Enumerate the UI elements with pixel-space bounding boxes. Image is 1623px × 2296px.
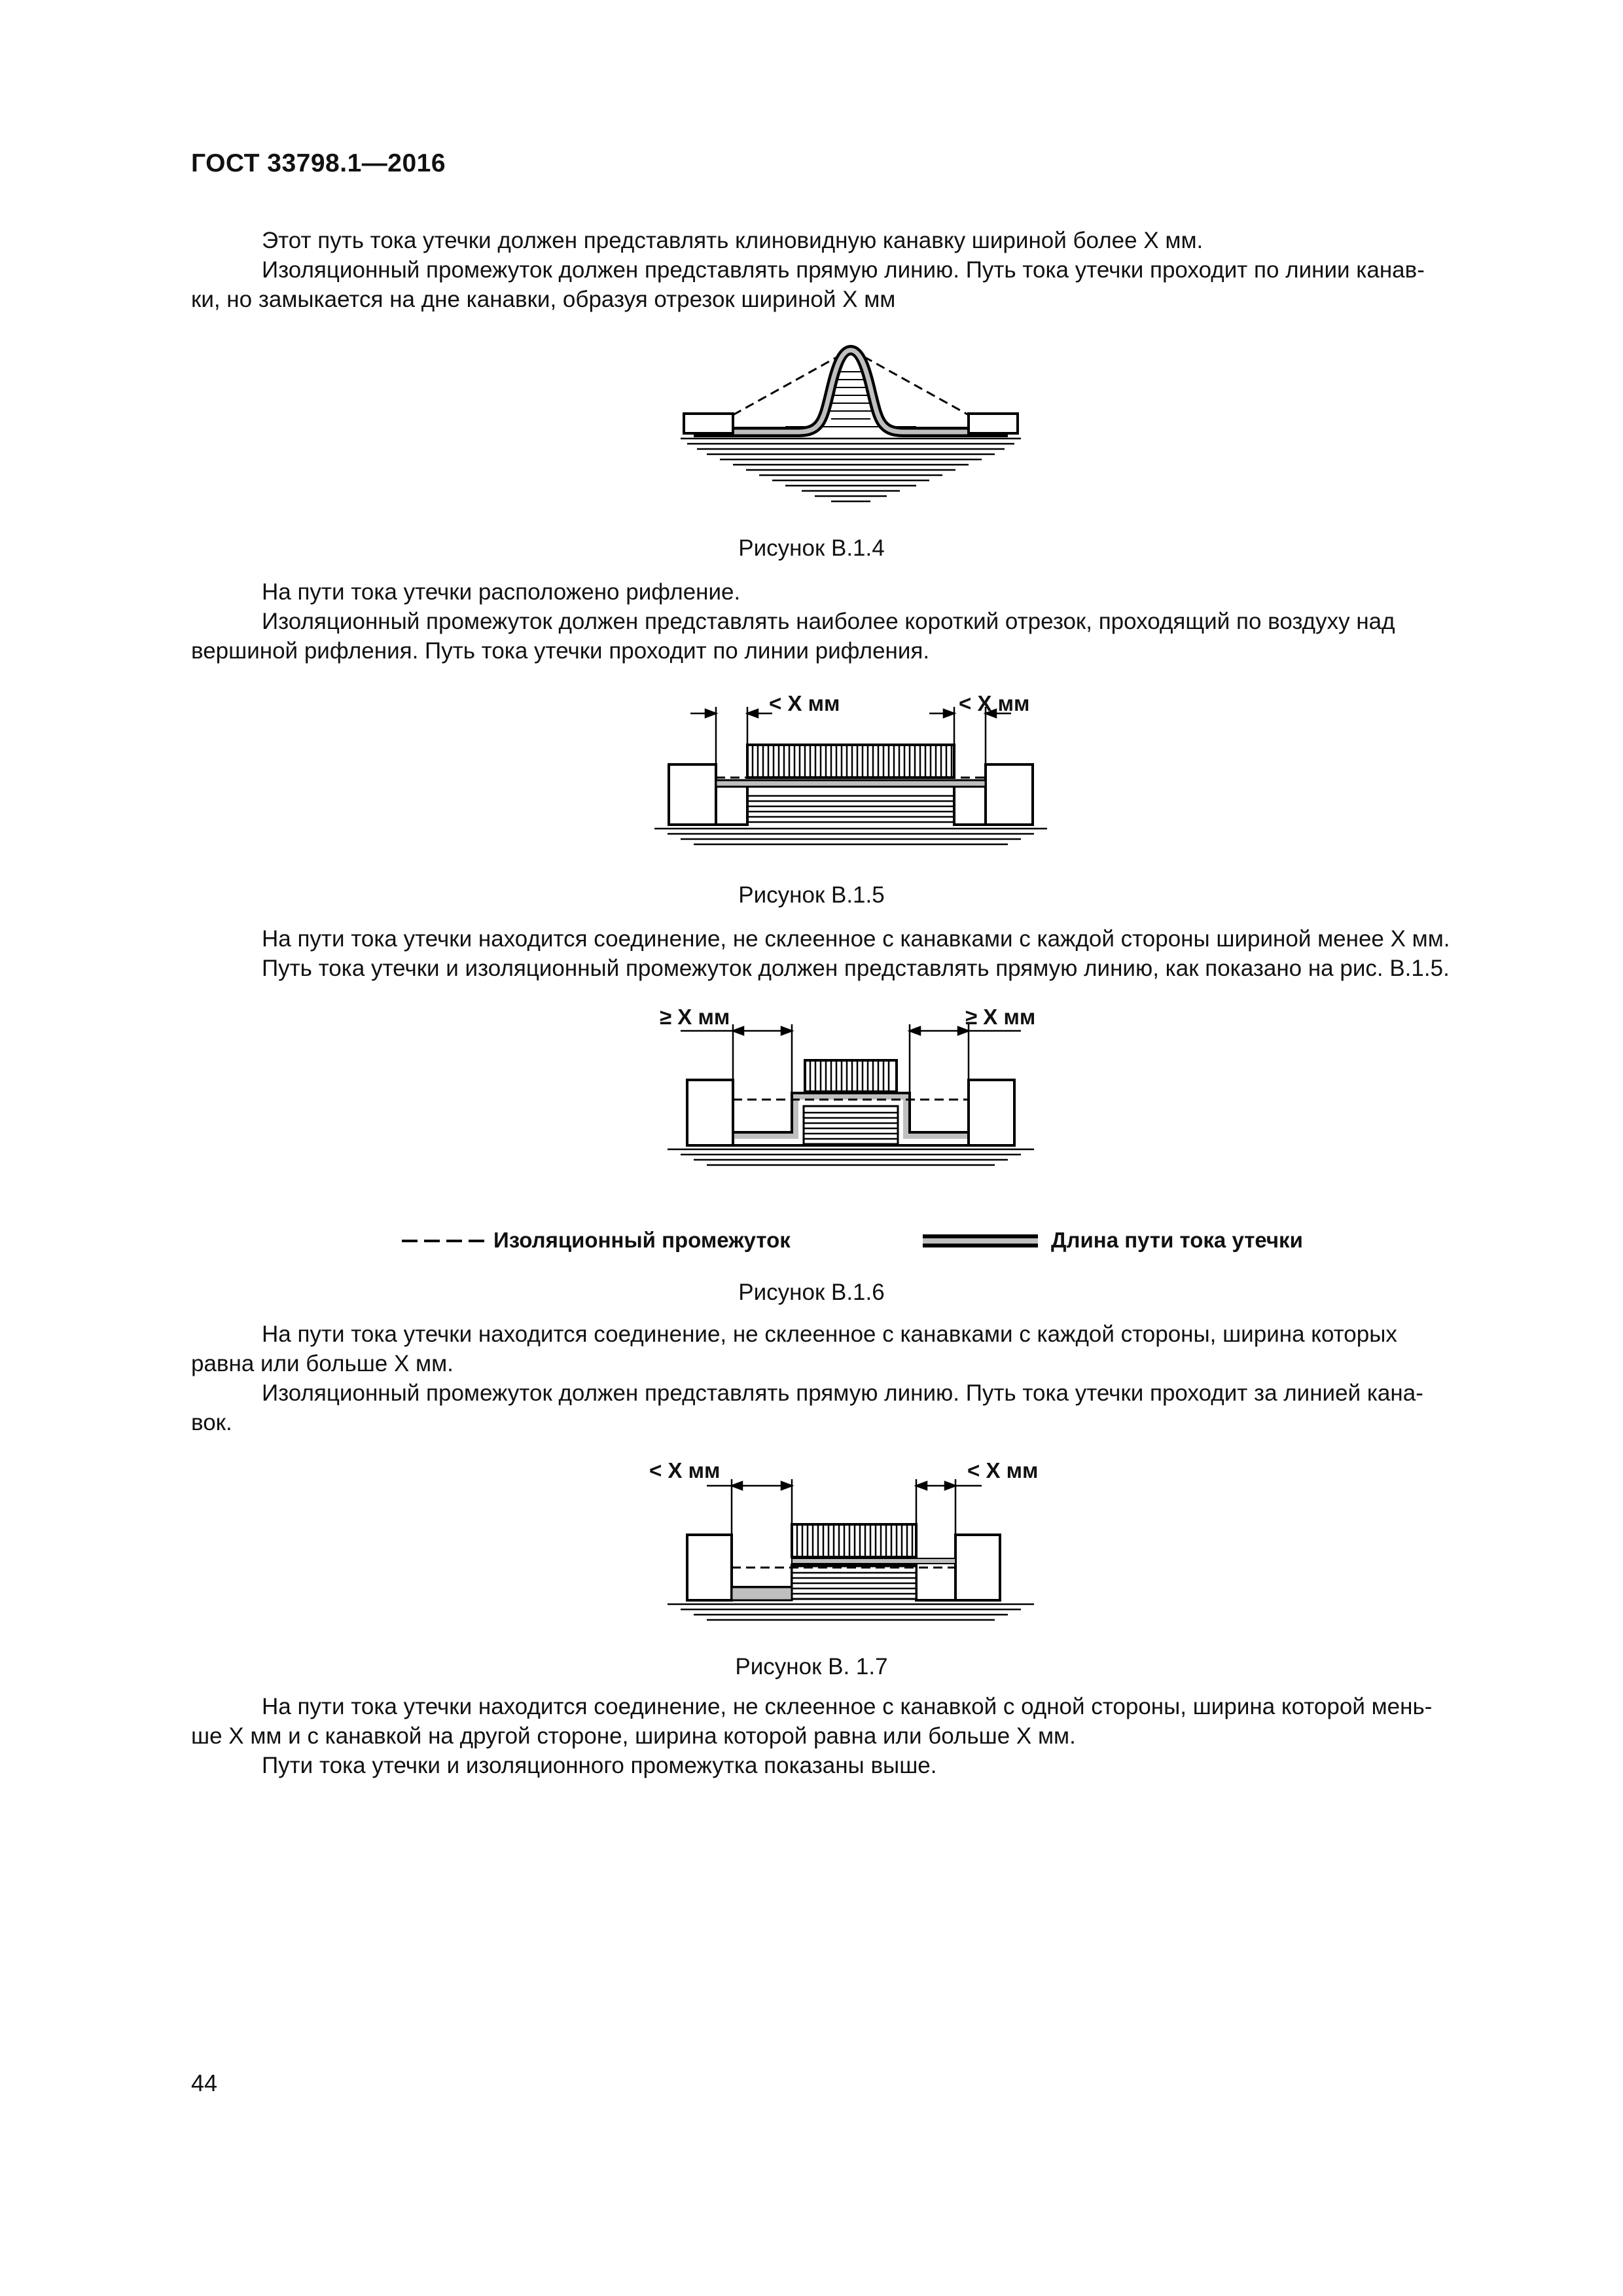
legend-creepage-label: Длина пути тока утечки [1051,1228,1303,1252]
paragraph: Путь тока утечки и изоляционный промежуток должен представлять прямую линию, как показано на рис. В.1.5. [262,956,1450,981]
creepage-line-icon [921,1230,1039,1251]
paragraph-line: Изоляционный промежуток должен представлять прямую линию. Путь тока утечки проходит по линии канав- [262,257,1425,283]
paragraph-line: На пути тока утечки находится соединение, не склеенное с канавкой с одной стороны, ширина которой мень- [262,1694,1433,1719]
dashed-line-icon [401,1233,492,1249]
figure-caption: Рисунок В.1.4 [738,535,885,561]
dimension-label: < X мм [959,691,1030,715]
paragraph [191,255,1493,314]
dimension-label: < X мм [967,1458,1039,1482]
dimension-label: ≥ X мм [965,1005,1036,1029]
paragraph [191,1378,1493,1437]
figure-legend [401,1228,1317,1257]
dimension-label: < X мм [649,1458,721,1482]
paragraph [191,607,1493,666]
paragraph [191,1319,1493,1378]
paragraph: Этот путь тока утечки должен представлять клиновидную канавку шириной более X мм. [262,228,1204,253]
paragraph-line: вок. [191,1410,232,1435]
figure-caption: Рисунок В. 1.7 [735,1654,888,1679]
figure-caption: Рисунок В.1.6 [738,1280,885,1305]
paragraph-line: ше X мм и с канавкой на другой стороне, ширина которой равна или больше X мм. [191,1723,1076,1749]
figure-b14-drawing [668,334,1034,517]
paragraph-line: равна или больше X мм. [191,1351,454,1376]
page-number: 44 [191,2070,218,2096]
dimension-label: < X мм [769,691,840,715]
paragraph: Пути тока утечки и изоляционного промежутка показаны выше. [262,1753,937,1778]
dimension-label: ≥ X мм [660,1005,730,1029]
document-header: ГОСТ 33798.1—2016 [191,149,446,177]
paragraph: На пути тока утечки расположено рифление. [262,579,741,605]
paragraph-line: Изоляционный промежуток должен представлять наиболее короткий отрезок, проходящий по воздуху над [262,609,1395,634]
legend-gap-label: Изоляционный промежуток [493,1228,791,1252]
paragraph: На пути тока утечки находится соединение, не склеенное с канавками с каждой стороны шириной менее X мм. [262,926,1450,952]
figure-caption: Рисунок В.1.5 [738,882,885,908]
paragraph [191,1692,1493,1751]
paragraph-line: На пути тока утечки находится соединение, не склеенное с канавками с каждой стороны, ширина которых [262,1321,1397,1347]
paragraph-line: ки, но замыкается на дне канавки, образуя отрезок шириной X мм [191,287,896,312]
paragraph-line: вершиной рифления. Путь тока утечки проходит по линии рифления. [191,638,930,664]
paragraph-line: Изоляционный промежуток должен представлять прямую линию. Путь тока утечки проходит за линией кана- [262,1380,1423,1406]
